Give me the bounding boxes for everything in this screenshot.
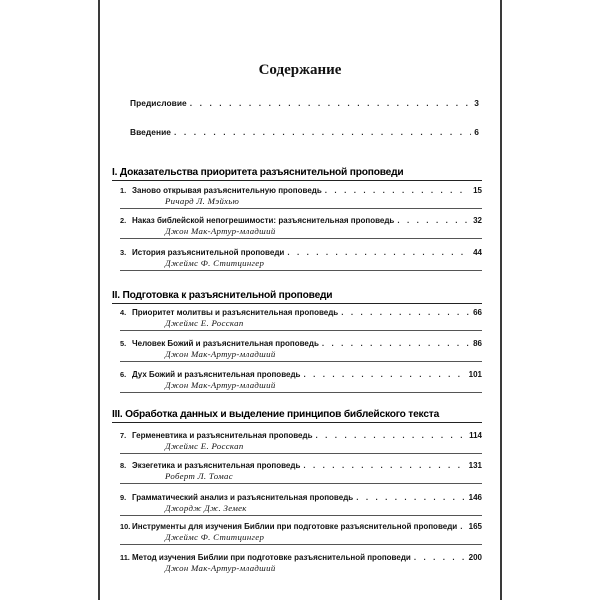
chapter-title: Приоритет молитвы и разъяснительная проповедь (132, 308, 339, 317)
entry-divider (120, 238, 482, 239)
section-heading-2 (112, 290, 482, 304)
toc-entry-line (120, 522, 482, 531)
entry-divider (120, 208, 482, 209)
entry-divider (120, 515, 482, 516)
section-title: I. Доказательства приоритета разъяснительной проповеди (112, 167, 404, 178)
section-title: III. Обработка данных и выделение принципов библейского текста (112, 409, 440, 420)
chapter-author: Джон Мак-Артур-младший (165, 226, 276, 236)
toc-entry-line (120, 431, 482, 440)
chapter-number: 2. (120, 216, 127, 225)
chapter-author: Джеймс Ф. Ститцингер (165, 258, 265, 268)
entry-divider (120, 270, 482, 271)
toc-entry-line (120, 370, 482, 379)
chapter-title: Заново открывая разъяснительную проповедь (132, 186, 322, 195)
leader-dots (303, 461, 465, 470)
toc-entry (120, 339, 482, 362)
chapter-author: Джон Мак-Артур-младший (165, 349, 276, 359)
chapter-title: Метод изучения Библии при подготовке разъяснительной проповеди (132, 553, 411, 562)
chapter-author: Джон Мак-Артур-младший (165, 563, 276, 573)
leader-dots (341, 308, 470, 317)
chapter-number: 8. (120, 461, 127, 470)
chapter-title: История разъяснительной проповеди (132, 248, 285, 257)
toc-entry (120, 431, 482, 454)
chapter-number: 6. (120, 370, 127, 379)
entry-divider (120, 392, 482, 393)
chapter-number: 10. (120, 522, 131, 531)
toc-entry (120, 186, 482, 209)
chapter-number: 4. (120, 308, 127, 317)
page-title: Содержание (258, 62, 342, 78)
toc-entry-line (120, 186, 482, 195)
toc-entry-line (120, 248, 482, 257)
toc-label: Предисловие (130, 98, 187, 108)
toc-entry-line (120, 216, 482, 225)
leader-dots (460, 522, 465, 531)
chapter-author: Джордж Дж. Земек (165, 503, 247, 513)
leader-dots (316, 431, 467, 440)
chapter-number: 9. (120, 493, 127, 502)
chapter-author: Ричард Л. Мэйхью (165, 196, 240, 206)
toc-page-number: 101 (468, 370, 482, 379)
toc-entry-line (120, 553, 482, 562)
toc-entry-line (120, 308, 482, 317)
chapter-number: 11. (120, 553, 130, 562)
toc-label: Введение (130, 127, 171, 137)
chapter-title: Инструменты для изучения Библии при подготовке разъяснительной проповеди (132, 522, 458, 531)
chapter-number: 5. (120, 339, 127, 348)
chapter-title: Человек Божий и разъяснительная проповедь (132, 339, 319, 348)
toc-entry (120, 522, 482, 545)
toc-entry (120, 248, 482, 271)
toc-entry-line (120, 461, 482, 470)
leader-dots (287, 248, 470, 257)
section-heading-1 (112, 167, 482, 181)
toc-page-number: 44 (473, 248, 482, 257)
toc-page-number: 200 (468, 553, 482, 562)
toc-page-number: 15 (473, 186, 482, 195)
chapter-number: 1. (120, 186, 127, 195)
toc-page-number: 32 (473, 216, 482, 225)
toc-page-number: 86 (473, 339, 482, 348)
page-edge-left (98, 0, 100, 600)
toc-entry-line (120, 493, 482, 502)
chapter-author: Джеймс Е. Росскап (165, 441, 244, 451)
leader-dots (174, 127, 471, 137)
entry-divider (120, 330, 482, 331)
entry-divider (120, 544, 482, 545)
toc-front-preface (130, 98, 479, 108)
toc-page-number: 66 (473, 308, 482, 317)
chapter-author: Джеймс Ф. Ститцингер (165, 532, 265, 542)
entry-divider (120, 453, 482, 454)
leader-dots (397, 216, 470, 225)
section-title: II. Подготовка к разъяснительной проповеди (112, 290, 333, 301)
chapter-title: Герменевтика и разъяснительная проповедь (132, 431, 313, 440)
chapter-number: 7. (120, 431, 127, 440)
page-edge-right (500, 0, 502, 600)
leader-dots (356, 493, 465, 502)
toc-page-number: 146 (468, 493, 482, 502)
leader-dots (414, 553, 466, 562)
toc-entry (120, 216, 482, 239)
entry-divider (120, 361, 482, 362)
toc-front-intro (130, 127, 479, 137)
section-heading-3 (112, 409, 482, 423)
leader-dots (325, 186, 470, 195)
toc-page-number: 165 (468, 522, 482, 531)
chapter-number: 3. (120, 248, 127, 257)
leader-dots (190, 98, 472, 108)
leader-dots (322, 339, 470, 348)
toc-entry (120, 370, 482, 393)
toc-page-number: 6 (474, 127, 479, 137)
toc-entry (120, 308, 482, 331)
chapter-title: Наказ библейской непогрешимости: разъяснительная проповедь (132, 216, 395, 225)
toc-entry (120, 553, 482, 573)
chapter-author: Роберт Л. Томас (165, 471, 233, 481)
chapter-title: Дух Божий и разъяснительная проповедь (132, 370, 301, 379)
chapter-author: Джон Мак-Артур-младший (165, 380, 276, 390)
chapter-title: Экзегетика и разъяснительная проповедь (132, 461, 301, 470)
entry-divider (120, 483, 482, 484)
toc-entry (120, 493, 482, 516)
toc-page-number: 3 (474, 98, 479, 108)
chapter-author: Джеймс Е. Росскап (165, 318, 244, 328)
chapter-title: Грамматический анализ и разъяснительная проповедь (132, 493, 354, 502)
leader-dots (303, 370, 465, 379)
toc-entry (120, 461, 482, 484)
toc-page-number: 131 (468, 461, 482, 470)
toc-entry-line (120, 339, 482, 348)
toc-page-number: 114 (469, 431, 482, 440)
